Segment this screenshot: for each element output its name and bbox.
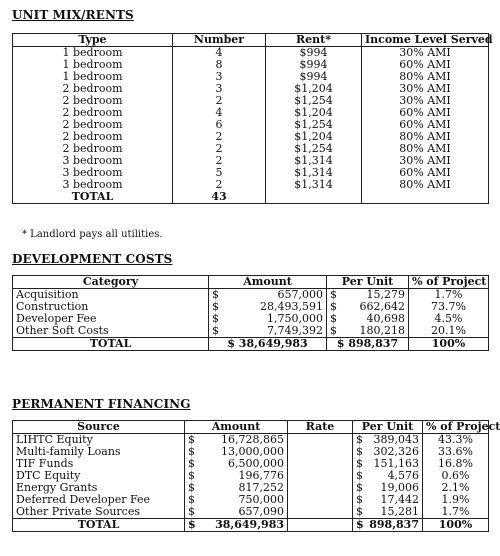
unit-count: 2 bbox=[173, 131, 266, 143]
funding-source: Deferred Developer Fee bbox=[13, 494, 185, 506]
col-header-category: Category bbox=[13, 276, 209, 289]
funding-rate bbox=[288, 434, 353, 447]
funding-pct: 43.3% bbox=[423, 434, 489, 447]
currency-symbol: $ bbox=[212, 312, 219, 325]
funding-amount-value: 196,776 bbox=[238, 469, 284, 482]
funding-rate bbox=[288, 494, 353, 506]
cost-amount bbox=[209, 325, 327, 338]
currency-symbol: $ bbox=[356, 457, 363, 470]
unit-type: 1 bedroom bbox=[13, 47, 173, 60]
unit-count: 2 bbox=[173, 155, 266, 167]
total-row bbox=[13, 338, 489, 351]
total-pct: 100% bbox=[423, 519, 489, 532]
currency-symbol: $ bbox=[188, 493, 195, 506]
funding-source: Other Private Sources bbox=[13, 506, 185, 519]
col-header-amount: Amount bbox=[185, 421, 288, 434]
funding-per-unit-value: 302,326 bbox=[373, 445, 419, 458]
unit-type: 2 bedroom bbox=[13, 107, 173, 119]
currency-symbol: $ bbox=[330, 300, 337, 313]
unit-type: 1 bedroom bbox=[13, 59, 173, 71]
total-label: TOTAL bbox=[13, 338, 209, 351]
cost-pct: 1.7% bbox=[409, 289, 489, 302]
total-per-unit: $ 898,837 bbox=[327, 338, 409, 351]
funding-pct: 1.7% bbox=[423, 506, 489, 519]
currency-symbol: $ bbox=[356, 505, 363, 518]
unit-rent: $994 bbox=[266, 47, 362, 60]
unit-count: 2 bbox=[173, 179, 266, 191]
unit-rent: $1,204 bbox=[266, 107, 362, 119]
unit-type: 2 bedroom bbox=[13, 95, 173, 107]
currency-symbol: $ bbox=[188, 518, 196, 531]
income-level: 60% AMI bbox=[362, 107, 489, 119]
currency-symbol: $ bbox=[356, 518, 364, 531]
funding-rate bbox=[288, 482, 353, 494]
total-amount: $ 38,649,983 bbox=[209, 338, 327, 351]
development-costs-table bbox=[12, 275, 489, 351]
cost-amount-value: 7,749,392 bbox=[267, 324, 323, 337]
cost-pct: 73.7% bbox=[409, 301, 489, 313]
unit-rent: $1,314 bbox=[266, 167, 362, 179]
currency-symbol: $ bbox=[330, 288, 337, 301]
empty-cell bbox=[288, 519, 353, 532]
funding-pct: 0.6% bbox=[423, 470, 489, 482]
funding-per-unit-value: 389,043 bbox=[373, 433, 419, 446]
currency-symbol: $ bbox=[188, 481, 195, 494]
unit-type: 3 bedroom bbox=[13, 155, 173, 167]
currency-symbol: $ bbox=[188, 469, 195, 482]
cost-per-unit bbox=[327, 325, 409, 338]
income-level: 30% AMI bbox=[362, 47, 489, 60]
total-amount bbox=[185, 519, 288, 532]
unit-count: 2 bbox=[173, 95, 266, 107]
col-header-income-level: Income Level Served bbox=[362, 34, 489, 47]
funding-per-unit-value: 4,576 bbox=[387, 469, 419, 482]
cost-category: Developer Fee bbox=[13, 313, 209, 325]
income-level: 60% AMI bbox=[362, 59, 489, 71]
funding-amount-value: 6,500,000 bbox=[228, 457, 284, 470]
unit-rent: $994 bbox=[266, 59, 362, 71]
unit-type: 2 bedroom bbox=[13, 119, 173, 131]
unit-rent: $1,314 bbox=[266, 155, 362, 167]
development-costs-title: DEVELOPMENT COSTS bbox=[12, 252, 173, 266]
funding-per-unit-value: 17,442 bbox=[380, 493, 419, 506]
currency-symbol: $ bbox=[356, 469, 363, 482]
funding-rate bbox=[288, 470, 353, 482]
unit-mix-table bbox=[12, 33, 493, 204]
funding-amount-value: 750,000 bbox=[238, 493, 284, 506]
col-header-rent: Rent* bbox=[266, 34, 362, 47]
unit-type: 3 bedroom bbox=[13, 179, 173, 191]
total-per-unit bbox=[353, 519, 423, 532]
funding-per-unit-value: 15,281 bbox=[380, 505, 419, 518]
cost-amount-value: 28,493,591 bbox=[260, 300, 323, 313]
funding-source: Energy Grants bbox=[13, 482, 185, 494]
funding-source: Multi-family Loans bbox=[13, 446, 185, 458]
funding-source: TIF Funds bbox=[13, 458, 185, 470]
funding-rate bbox=[288, 446, 353, 458]
unit-rent: $1,204 bbox=[266, 83, 362, 95]
unit-count: 2 bbox=[173, 143, 266, 155]
unit-type: 1 bedroom bbox=[13, 71, 173, 83]
funding-per-unit-value: 151,163 bbox=[373, 457, 419, 470]
col-header-pct-project: % of Project bbox=[423, 421, 489, 434]
funding-per-unit bbox=[353, 506, 423, 519]
unit-rent: $1,254 bbox=[266, 95, 362, 107]
cost-category: Construction bbox=[13, 301, 209, 313]
unit-count: 6 bbox=[173, 119, 266, 131]
total-amount-value: 38,649,983 bbox=[215, 518, 284, 531]
unit-rent: $1,254 bbox=[266, 119, 362, 131]
income-level: 60% AMI bbox=[362, 167, 489, 179]
income-level: 30% AMI bbox=[362, 155, 489, 167]
col-header-pct-project: % of Project bbox=[409, 276, 489, 289]
currency-symbol: $ bbox=[188, 433, 195, 446]
col-header-per-unit: Per Unit bbox=[327, 276, 409, 289]
funding-per-unit-value: 19,006 bbox=[380, 481, 419, 494]
col-header-number: Number bbox=[173, 34, 266, 47]
col-header-type: Type bbox=[13, 34, 173, 47]
unit-rent: $1,204 bbox=[266, 131, 362, 143]
unit-count: 4 bbox=[173, 107, 266, 119]
cost-category: Acquisition bbox=[13, 289, 209, 302]
empty-cell bbox=[362, 191, 489, 204]
income-level: 60% AMI bbox=[362, 119, 489, 131]
unit-rent: $994 bbox=[266, 71, 362, 83]
unit-type: 2 bedroom bbox=[13, 143, 173, 155]
funding-pct: 33.6% bbox=[423, 446, 489, 458]
currency-symbol: $ bbox=[212, 300, 219, 313]
permanent-financing-title: PERMANENT FINANCING bbox=[12, 397, 191, 411]
funding-amount-value: 817,252 bbox=[238, 481, 284, 494]
currency-symbol: $ bbox=[212, 324, 219, 337]
income-level: 30% AMI bbox=[362, 95, 489, 107]
funding-amount-value: 16,728,865 bbox=[221, 433, 284, 446]
currency-symbol: $ bbox=[356, 493, 363, 506]
currency-symbol: $ bbox=[330, 312, 337, 325]
unit-mix-title: UNIT MIX/RENTS bbox=[12, 8, 134, 22]
total-pct: 100% bbox=[409, 338, 489, 351]
currency-symbol: $ bbox=[188, 505, 195, 518]
col-header-amount: Amount bbox=[209, 276, 327, 289]
table-row bbox=[13, 506, 489, 519]
currency-symbol: $ bbox=[212, 288, 219, 301]
total-number: 43 bbox=[173, 191, 266, 204]
income-level: 30% AMI bbox=[362, 83, 489, 95]
col-header-rate: Rate bbox=[288, 421, 353, 434]
unit-rent: $1,314 bbox=[266, 179, 362, 191]
cost-pct: 4.5% bbox=[409, 313, 489, 325]
total-label: TOTAL bbox=[13, 191, 173, 204]
funding-amount-value: 657,090 bbox=[238, 505, 284, 518]
income-level: 80% AMI bbox=[362, 143, 489, 155]
permanent-financing-table bbox=[12, 420, 500, 532]
unit-type: 3 bedroom bbox=[13, 167, 173, 179]
funding-pct: 2.1% bbox=[423, 482, 489, 494]
cost-per-unit-value: 40,698 bbox=[366, 312, 405, 325]
currency-symbol: $ bbox=[330, 324, 337, 337]
total-label: TOTAL bbox=[13, 519, 185, 532]
funding-pct: 16.8% bbox=[423, 458, 489, 470]
utilities-note: * Landlord pays all utilities. bbox=[22, 229, 163, 240]
unit-count: 3 bbox=[173, 83, 266, 95]
funding-rate bbox=[288, 458, 353, 470]
income-level: 80% AMI bbox=[362, 131, 489, 143]
unit-type: 2 bedroom bbox=[13, 83, 173, 95]
funding-rate bbox=[288, 506, 353, 519]
total-row bbox=[13, 519, 489, 532]
unit-count: 8 bbox=[173, 59, 266, 71]
currency-symbol: $ bbox=[356, 433, 363, 446]
cost-amount-value: 1,750,000 bbox=[267, 312, 323, 325]
currency-symbol: $ bbox=[188, 445, 195, 458]
income-level: 80% AMI bbox=[362, 179, 489, 191]
currency-symbol: $ bbox=[188, 457, 195, 470]
cost-per-unit-value: 180,218 bbox=[359, 324, 405, 337]
funding-source: LIHTC Equity bbox=[13, 434, 185, 447]
total-per-unit-value: 898,837 bbox=[369, 518, 419, 531]
unit-type: 2 bedroom bbox=[13, 131, 173, 143]
unit-rent: $1,254 bbox=[266, 143, 362, 155]
col-header-source: Source bbox=[13, 421, 185, 434]
cost-per-unit-value: 662,642 bbox=[359, 300, 405, 313]
unit-count: 4 bbox=[173, 47, 266, 60]
cost-per-unit-value: 15,279 bbox=[366, 288, 405, 301]
unit-count: 3 bbox=[173, 71, 266, 83]
col-header-per-unit: Per Unit bbox=[353, 421, 423, 434]
cost-amount-value: 657,000 bbox=[277, 288, 323, 301]
total-row bbox=[13, 191, 489, 204]
cost-pct: 20.1% bbox=[409, 325, 489, 338]
empty-cell bbox=[266, 191, 362, 204]
unit-count: 5 bbox=[173, 167, 266, 179]
income-level: 80% AMI bbox=[362, 71, 489, 83]
cost-category: Other Soft Costs bbox=[13, 325, 209, 338]
currency-symbol: $ bbox=[356, 481, 363, 494]
funding-amount bbox=[185, 506, 288, 519]
currency-symbol: $ bbox=[356, 445, 363, 458]
funding-source: DTC Equity bbox=[13, 470, 185, 482]
funding-amount-value: 13,000,000 bbox=[221, 445, 284, 458]
table-row bbox=[13, 325, 489, 338]
funding-pct: 1.9% bbox=[423, 494, 489, 506]
